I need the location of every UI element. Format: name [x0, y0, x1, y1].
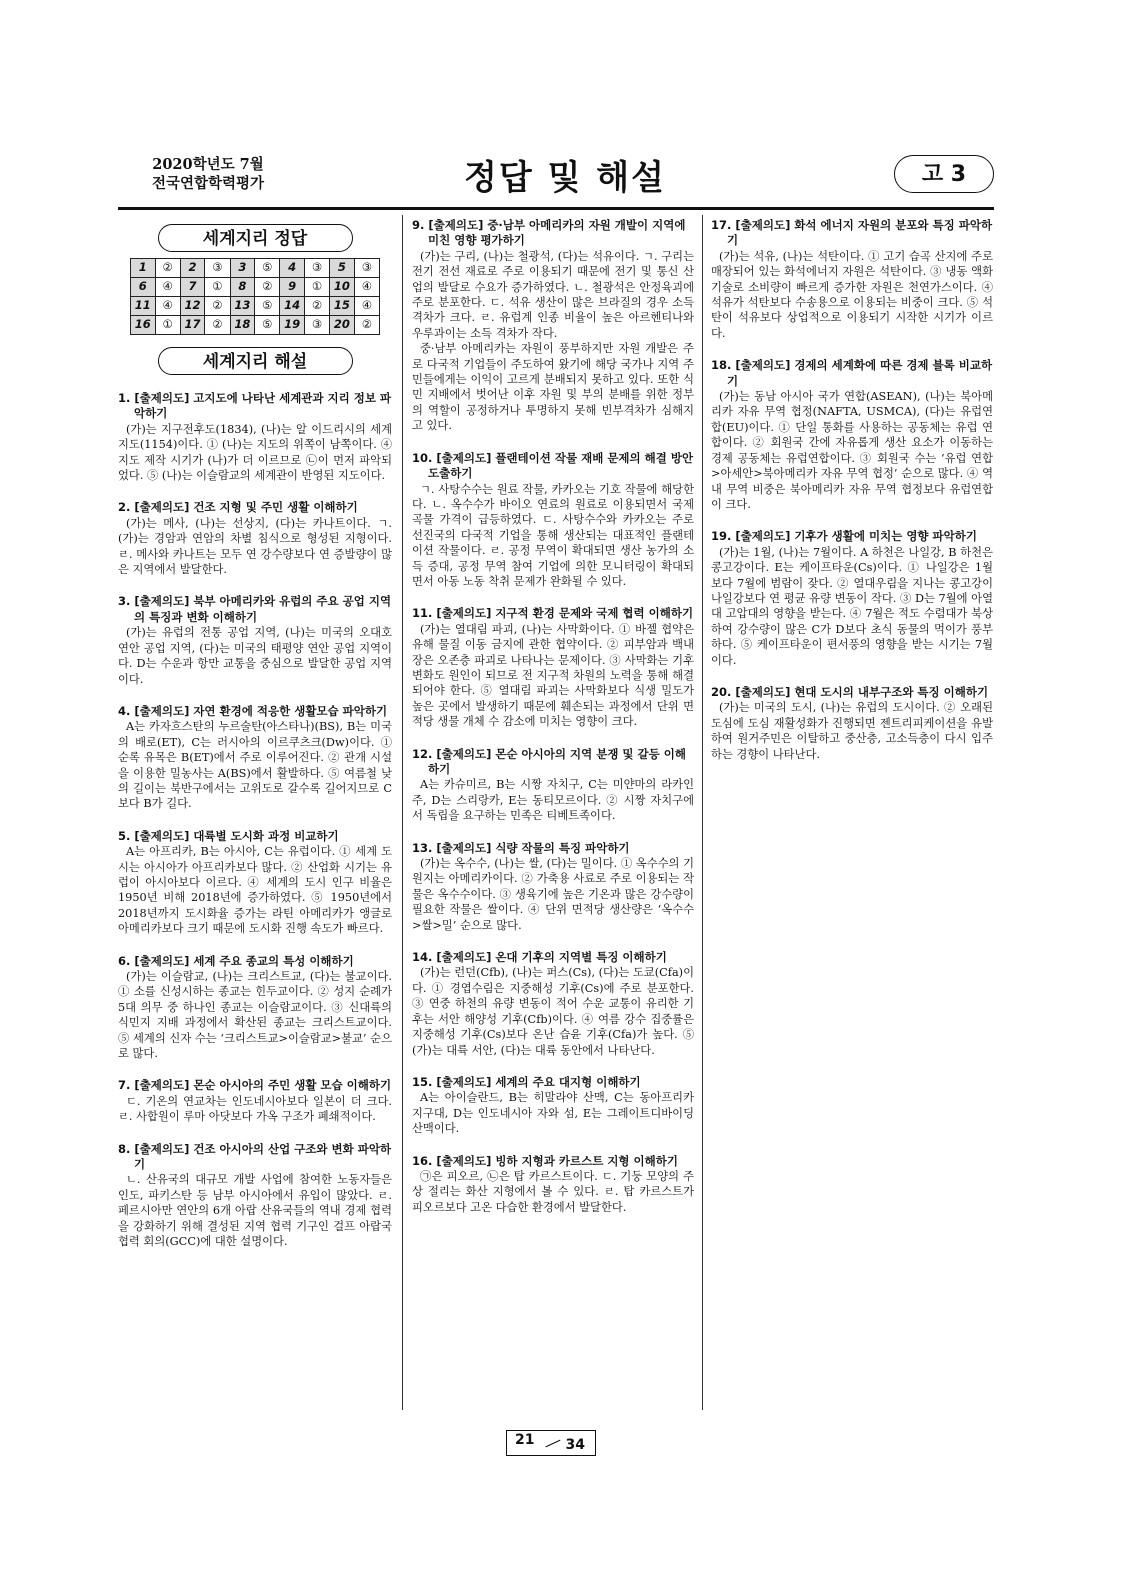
answer-table — [130, 258, 380, 335]
answer-choice: ② — [255, 278, 280, 297]
question-number: 2 — [180, 259, 205, 278]
question-number: 13 — [230, 297, 255, 316]
item-body: 중·남부 아메리카는 자원이 풍부하지만 자원 개발은 주로 다국적 기업들이 주도하여 왔기에 해당 국가나 지역 주민들에게는 이익이 고르게 분배되지 못하고 있다. 또한 식민 지배에서 벗어난 이후 자원 및 부의 분배를 위한 정부의 역할이 공정하거나 투명하지 못해 빈부격차가 심해지고 있다. — [412, 342, 694, 433]
explanation-item — [412, 451, 694, 590]
question-number: 20 — [330, 316, 355, 335]
explanation-section-title: 세계지리 해설 — [158, 347, 353, 375]
answer-choice: ④ — [354, 278, 379, 297]
item-body: ㉠은 피오르, ㉡은 탑 카르스트이다. ㄷ. 기둥 모양의 주상 절리는 화산 지형에서 볼 수 있다. ㄹ. 탑 카르스트가 피오르보다 고온 다습한 환경에서 발달한다. — [412, 1169, 694, 1214]
item-title: 11. [출제의도] 지구적 환경 문제와 국제 협력 이해하기 — [412, 606, 694, 621]
question-number: 5 — [330, 259, 355, 278]
question-number: 4 — [280, 259, 305, 278]
item-body: ㄷ. 기온의 연교차는 인도네시아보다 일본이 더 크다. ㄹ. 사합원이 루마 아닷보다 가옥 구조가 폐쇄적이다. — [118, 1094, 392, 1124]
explanation-item — [412, 950, 694, 1058]
answer-choice: ① — [205, 278, 230, 297]
question-number: 9 — [280, 278, 305, 297]
answer-choice: ② — [205, 316, 230, 335]
item-title: 8. [출제의도] 건조 아시아의 산업 구조와 변화 파악하기 — [118, 1141, 392, 1172]
answer-row — [131, 278, 380, 297]
question-number: 10 — [330, 278, 355, 297]
item-body: ㄴ. 산유국의 대규모 개발 사업에 참여한 노동자들은 인도, 파키스탄 등 남부 아시아에서 유입이 많았다. ㄹ. 페르시아만 연안의 6개 아랍 산유국들의 역내 경제 협력을 강화하기 위해 결성된 지역 협력 기구인 걸프 아랍국 협력 회의(GCC)에 대한 설명이다. — [118, 1173, 392, 1249]
item-body: A는 아프리카, B는 아시아, C는 유럽이다. ① 세계 도시는 아시아가 아프리카보다 많다. ② 산업화 시기는 유럽이 아시아보다 이르다. ④ 세계의 도시 인구 비율은 1950년 비해 2018년에 증가하였다. ⑤ 1950년에서 2018년까지 도시화율 증가는 라틴 아메리카가 앵글로아메리카보다 크기 때문에 도시화 진행 속도가 빠르다. — [118, 845, 392, 936]
explanation-item — [412, 218, 694, 434]
explanation-item — [412, 1075, 694, 1137]
question-number: 19 — [280, 316, 305, 335]
question-number: 6 — [131, 278, 156, 297]
item-title: 14. [출제의도] 온대 기후의 지역별 특징 이해하기 — [412, 950, 667, 965]
page-number — [506, 1430, 596, 1456]
total-pages: 34 — [565, 1437, 585, 1453]
answer-choice: ④ — [155, 278, 180, 297]
answer-choice: ④ — [155, 297, 180, 316]
answer-choice: ③ — [304, 259, 329, 278]
column-right — [711, 218, 993, 779]
item-body: (가)는 구리, (나)는 철광석, (다)는 석유이다. ㄱ. 구리는 전기 전선 재료로 주로 이용되기 때문에 전기 및 통신 산업의 발달로 수요가 증가하였다. ㄴ. 철광석은 안정육괴에 주로 분포한다. ㄷ. 석유 생산이 많은 브라질의 경우 소득 격차가 크다. ㄹ. 유럽계 인종 비율이 높은 아르헨티나와 우루과이는 소득 격차가 작다. — [412, 249, 694, 340]
item-title: 16. [출제의도] 빙하 지형과 카르스트 지형 이해하기 — [412, 1153, 678, 1168]
item-title: 7. [출제의도] 몬순 아시아의 주민 생활 모습 이해하기 — [118, 1078, 392, 1093]
answer-choice: ⑤ — [255, 316, 280, 335]
page-title: 정답 및 해설 — [464, 158, 666, 198]
question-number: 18 — [230, 316, 255, 335]
item-body: (가)는 이슬람교, (나)는 크리스트교, (다)는 불교이다. ① 소를 신성시하는 종교는 힌두교이다. ② 성지 순례가 5대 의무 중 하나인 종교는 이슬람교이다. ③ 신대륙의 식민지 지배 과정에서 확산된 종교는 크리스트교이다. ⑤ 세계의 신자 수는 ‘크리스트교>이슬람교>불교’ 순으로 많다. — [118, 970, 392, 1061]
answer-choice: ③ — [205, 259, 230, 278]
question-number: 15 — [330, 297, 355, 316]
page-header — [0, 0, 1121, 210]
item-body: (가)는 메사, (나)는 선상지, (다)는 카나트이다. ㄱ. (가)는 경암과 연암의 차별 침식으로 형성된 지형이다. ㄹ. 메사와 카나트는 모두 연 강수량보다 연 증발량이 많은 지역에서 발달한다. — [118, 516, 392, 577]
item-body: (가)는 석유, (나)는 석탄이다. ① 고기 습곡 산지에 주로 매장되어 있는 화석에너지 자원은 석탄이다. ③ 냉동 액화 기술로 소비량이 빠르게 증가한 자원은 천연가스이다. ④ 석유가 석탄보다 수송용으로 이용되는 비중이 크다. ⑤ 석탄이 석유보다 상업적으로 이용되기 시작한 시기가 이르다. — [711, 249, 993, 340]
explanation-item — [711, 218, 993, 341]
item-title: 15. [출제의도] 세계의 주요 대지형 이해하기 — [412, 1074, 641, 1089]
item-body: (가)는 지구전후도(1834), (나)는 알 이드리시의 세계 지도(1154)이다. ① (나)는 지도의 위쪽이 남쪽이다. ④ 지도 제작 시기가 (나)가 더 이르므로 ㉡이 먼저 파악되었다. ⑤ (나)는 이슬람교의 세계관이 반영된 지도이다. — [118, 422, 392, 483]
item-title: 4. [출제의도] 자연 환경에 적응한 생활모습 파악하기 — [118, 703, 388, 718]
answer-choice: ④ — [354, 297, 379, 316]
answer-row — [131, 297, 380, 316]
question-number: 17 — [180, 316, 205, 335]
question-number: 11 — [131, 297, 156, 316]
exam-info — [118, 155, 298, 193]
item-title: 13. [출제의도] 식량 작물의 특징 파악하기 — [412, 840, 630, 855]
item-body: (가)는 런던(Cfb), (나)는 퍼스(Cs), (다)는 도쿄(Cfa)이다. ① 경엽수림은 지중해성 기후(Cs)에 주로 분포한다. ③ 연중 하천의 유량 변동이 적어 수운 교통이 유리한 기후는 서안 해양성 기후(Cfb)이다. ④ 여름 강수 집중률은 지중해성 기후(Cs)보다 온난 습윤 기후(Cfa)가 높다. ⑤ (가)는 대륙 서안, (다)는 대륙 동안에서 나타난다. — [412, 966, 694, 1057]
explanation-item — [711, 358, 993, 512]
explanation-item — [118, 1078, 392, 1124]
item-body: (가)는 미국의 도시, (나)는 유럽의 도시이다. ② 오래된 도심에 도심 재활성화가 진행되면 젠트리피케이션을 유발하여 원거주민은 이탈하고 중산층, 고소득층이 다시 입주하는 경향이 나타난다. — [711, 701, 993, 761]
explanation-item — [118, 829, 392, 937]
answer-choice: ② — [354, 316, 379, 335]
answer-choice: ⑤ — [255, 259, 280, 278]
explanation-item — [711, 685, 993, 762]
item-title: 1. [출제의도] 고지도에 나타난 세계관과 지리 정보 파악하기 — [118, 391, 392, 421]
explanation-item — [118, 704, 392, 812]
answer-choice: ① — [304, 278, 329, 297]
item-title: 6. [출제의도] 세계 주요 종교의 특성 이해하기 — [118, 953, 354, 968]
explanation-item — [118, 391, 392, 483]
item-body: (가)는 유럽의 전통 공업 지역, (나)는 미국의 오대호 연안 공업 지역, (다)는 미국의 태평양 연안 공업 지역이다. D는 수운과 항만 교통을 중심으로 발달한 공업 지역이다. — [118, 626, 392, 686]
item-body: ㄱ. 사탕수수는 원료 작물, 카카오는 기호 작물에 해당한다. ㄴ. 옥수수가 바이오 연료의 원료로 이용되면서 국제 곡물 가격이 급등하였다. ㄷ. 사탕수수와 카카오는 주로 선진국의 다국적 기업을 통해 생산되는 대표적인 플랜테이션 작물이다. ㄹ. 공정 무역이 확대되면 생산 농가의 소득 증대, 공정 무역 참여 기업에 의한 모니터링이 확대되면서 아동 노동 착취 문제가 완화될 수 있다. — [412, 482, 694, 588]
item-title: 9. [출제의도] 중·남부 아메리카의 자원 개발이 지역에 미친 영향 평가하기 — [412, 218, 686, 248]
explanation-item — [118, 954, 392, 1062]
column-left — [118, 218, 392, 1267]
explanation-item — [711, 529, 993, 668]
item-title: 10. [출제의도] 플랜테이션 작물 재배 문제의 해결 방안 도출하기 — [412, 450, 694, 481]
explanation-item — [412, 1154, 694, 1216]
answer-choice: ③ — [354, 259, 379, 278]
question-number: 7 — [180, 278, 205, 297]
answer-choice: ② — [155, 259, 180, 278]
item-title: 12. [출제의도] 몬순 아시아의 지역 분쟁 및 갈등 이해하기 — [412, 746, 686, 776]
item-title: 19. [출제의도] 기후가 생활에 미치는 영향 파악하기 — [711, 529, 977, 544]
header-divider — [118, 207, 994, 210]
item-body: (가)는 동남 아시아 국가 연합(ASEAN), (나)는 북아메리카 자유 무역 협정(NAFTA, USMCA), (다)는 유럽연합(EU)이다. ① 단일 통화를 사용하는 공동체는 유럽 연합이다. ② 회원국 간에 자유롭게 생산 요소가 이동하는 경제 공동체는 유럽연합이다. ③ 회원국 수는 ‘유럽 연합>아세안>북아메리카 자유 무역 협정’ 순으로 많다. ④ 역내 무역 비중은 북아메리카 자유 무역 협정보다 유럽연합이 크다. — [711, 390, 993, 511]
item-title: 3. [출제의도] 북부 아메리카와 유럽의 주요 공업 지역의 특징과 변화 이해하기 — [118, 594, 392, 624]
answer-choice: ② — [205, 297, 230, 316]
exam-name: 전국연합학력평가 — [151, 175, 265, 192]
column-divider — [702, 215, 703, 1410]
answer-section-title: 세계지리 정답 — [158, 224, 353, 252]
answer-choice: ② — [304, 297, 329, 316]
answer-choice: ③ — [304, 316, 329, 335]
explanation-item — [412, 841, 694, 933]
item-body: A는 카자흐스탄의 누르술탄(아스타나)(BS), B는 미국의 배로(ET), C는 러시아의 이르쿠츠크(Dw)이다. ① 순록 유목은 B(ET)에서 주로 이루어진다. ② 관개 시설을 이용한 밀농사는 A(BS)에서 활발하다. ⑤ 여름철 낮의 길이는 북반구에서는 고위도로 갈수록 길어지므로 C보다 B가 길다. — [118, 720, 392, 811]
explanation-item — [118, 500, 392, 577]
item-title: 20. [출제의도] 현대 도시의 내부구조와 특징 이해하기 — [711, 684, 989, 699]
item-title: 17. [출제의도] 화석 에너지 자원의 분포와 특징 파악하기 — [711, 218, 993, 248]
item-title: 5. [출제의도] 대륙별 도시화 과정 비교하기 — [118, 828, 339, 843]
question-number: 12 — [180, 297, 205, 316]
item-body: A는 카슈미르, B는 시짱 자치구, C는 미얀마의 라카인 주, D는 스리랑카, E는 동티모르이다. ② 시짱 자치구에서 독립을 요구하는 민족은 티베트족이다. — [412, 778, 694, 823]
answer-choice: ① — [155, 316, 180, 335]
answer-row — [131, 259, 380, 278]
exam-year: 2020학년도 7월 — [152, 156, 264, 173]
explanation-item — [412, 747, 694, 824]
question-number: 16 — [131, 316, 156, 335]
item-body: A는 아이슬란드, B는 히말라야 산맥, C는 동아프리카 지구대, D는 인도네시아 자와 섬, E는 그레이트디바이딩 산맥이다. — [412, 1091, 694, 1136]
page-separator — [545, 1440, 560, 1448]
current-page: 21 — [515, 1432, 535, 1448]
item-body: (가)는 옥수수, (나)는 쌀, (다)는 밀이다. ① 옥수수의 기원지는 아메리카이다. ② 가축용 사료로 주로 이용되는 작물은 옥수수이다. ③ 생육기에 높은 기온과 많은 강수량이 필요한 작물은 쌀이다. ④ 단위 면적당 생산량은 ‘옥수수>쌀>밀’ 순으로 많다. — [412, 857, 694, 932]
question-number: 14 — [280, 297, 305, 316]
item-body: (가)는 열대림 파괴, (나)는 사막화이다. ① 바젤 협약은 유해 물질 이동 금지에 관한 협약이다. ② 피부암과 백내장은 오존층 파괴로 나타나는 문제이다. ③ 사막화는 기후 변화도 원인이 되므로 전 지구적 차원의 노력을 통해 해결되어야 한다. ⑤ 열대림 파괴는 사막화보다 식생 밀도가 높은 곳에서 발생하기 때문에 훼손되는 과정에서 단위 면적당 생물 개체 수 감소에 미치는 영향이 크다. — [412, 622, 694, 729]
item-title: 2. [출제의도] 건조 지형 및 주민 생활 이해하기 — [118, 500, 358, 515]
column-middle — [412, 218, 694, 1232]
explanation-item — [412, 606, 694, 729]
question-number: 3 — [230, 259, 255, 278]
answer-row — [131, 316, 380, 335]
grade-badge: 고 3 — [894, 155, 994, 193]
explanation-item — [118, 1142, 392, 1250]
explanation-item — [118, 594, 392, 686]
question-number: 1 — [131, 259, 156, 278]
item-title: 18. [출제의도] 경제의 세계화에 따른 경제 블록 비교하기 — [711, 358, 993, 388]
question-number: 8 — [230, 278, 255, 297]
item-body: (가)는 1월, (나)는 7월이다. A 하천은 나일강, B 하천은 콩고강이다. E는 케이프타운(Cs)이다. ① 나일강은 1월보다 7월에 범람이 잦다. ② 열대우림을 지나는 콩고강이 나일강보다 연 평균 유량 변동이 작다. ③ D는 7월에 아열대 고압대의 영향을 받는다. ④ 7월은 적도 수렴대가 북상하여 강수량이 많은 C가 D보다 초식 동물의 먹이가 풍부하다. ⑤ 케이프타운이 편서풍의 영향을 받는 시기는 7월이다. — [711, 545, 993, 667]
answer-choice: ⑤ — [255, 297, 280, 316]
column-divider — [402, 215, 403, 1410]
